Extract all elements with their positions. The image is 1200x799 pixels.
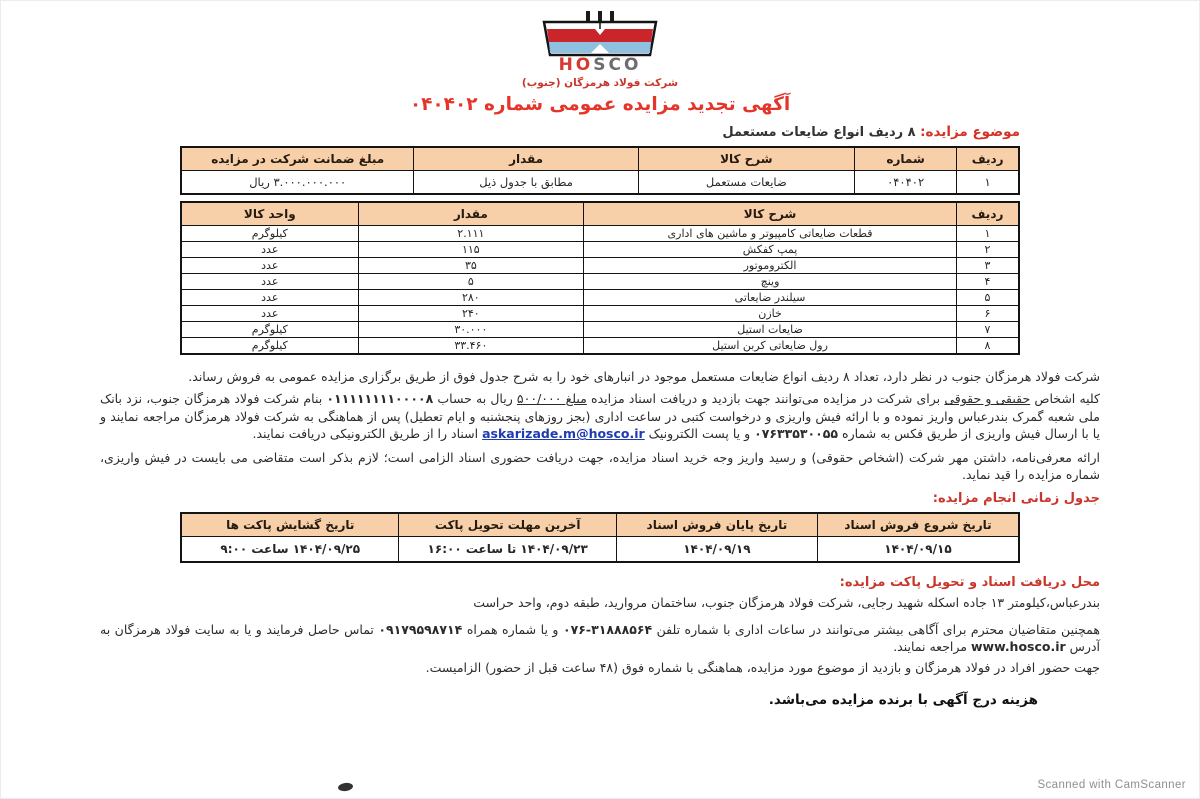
table-cell: عدد (181, 289, 358, 305)
column-header: مقدار (358, 202, 584, 226)
text-run: برای شرکت در مزایده می‌توانند جهت بازدید و دریافت اسناد مزایده (586, 391, 945, 407)
table-cell: ضایعات استیل (584, 321, 957, 337)
table-row (181, 225, 1019, 241)
table-cell: ۳۳.۴۶۰ (358, 337, 584, 354)
page-title: آگهی تجدید مزایده عمومی شماره ۰۴۰۴۰۲ (409, 93, 791, 115)
address-line: بندرعباس،کیلومتر ۱۳ جاده اسکله شهید رجایی، شرکت فولاد هرمزگان جنوب، ساختمان مروارید، طبقه دوم، واحد حراست (473, 594, 1100, 610)
table-cell: ۵ (956, 289, 1019, 305)
table-cell: ۱۴۰۴/۰۹/۱۵ (817, 536, 1019, 562)
table-cell: ۰۴۰۴۰۲ (854, 170, 956, 194)
table-cell: ۳۰.۰۰۰ (358, 321, 584, 337)
table-cell: ۲۸۰ (358, 289, 584, 305)
table-cell: کیلوگرم (181, 225, 358, 241)
auction-subject-line (100, 124, 1020, 140)
column-header: واحد کالا (181, 202, 358, 226)
company-name: شرکت فولاد هرمزگان (جنوب) (521, 76, 679, 89)
table-cell: ۱۱۵ (358, 241, 584, 257)
text-run: کلیه اشخاص (1030, 391, 1101, 407)
table-cell: مطابق با جدول ذیل (414, 170, 638, 194)
table-cell: ۱۴۰۴/۰۹/۲۳ تا ساعت ۱۶:۰۰ (399, 536, 616, 562)
table-row (181, 337, 1019, 354)
text-run: اسناد را از طریق الکترونیکی دریافت نمایند. (252, 426, 483, 442)
underlined-text: حقیقی و حقوقی (944, 391, 1031, 407)
table-cell: سیلندر ضایعاتی (584, 289, 957, 305)
bank-account-number: ۰۱۱۱۱۱۱۱۱۰۰۰۰۸ (326, 391, 434, 407)
subject-label: موضوع مزایده: (920, 123, 1020, 140)
hosco-logo-text: HOSCO (558, 55, 642, 75)
column-header: مقدار (414, 147, 638, 171)
table-cell: قطعات ضایعاتی کامپیوتر و ماشین های اداری (584, 225, 957, 241)
schedule-section-heading: جدول زمانی انجام مزایده: (932, 490, 1100, 506)
table-cell: رول ضایعاتی کربن استیل (584, 337, 957, 354)
header-row (181, 147, 1019, 171)
subject-text: ۸ ردیف انواع ضایعات مستعمل (722, 124, 921, 140)
text-run: همچنین متقاضیان محترم برای آگاهی بیشتر می‌توانند در ساعات اداری با شماره تلفن (652, 621, 1100, 637)
table-cell: ۲.۱۱۱ (358, 225, 584, 241)
table-row (181, 305, 1019, 321)
table-cell: عدد (181, 257, 358, 273)
column-header: تاریخ شروع فروش اسناد (817, 513, 1019, 537)
table-cell: وینچ (584, 273, 957, 289)
fax-number: ۰۷۶۳۳۵۳۰۰۵۵ (754, 426, 839, 442)
table-cell: ۱۴۰۴/۰۹/۲۵ ساعت ۹:۰۰ (181, 536, 399, 562)
location-section-heading: محل دریافت اسناد و تحویل پاکت مزایده: (839, 574, 1100, 590)
table-cell: عدد (181, 241, 358, 257)
table-cell: ۳۵ (358, 257, 584, 273)
table-cell: ۱ (956, 225, 1019, 241)
cost-note: هزینه درج آگهی با برنده مزایده می‌باشد. (768, 692, 1038, 709)
table-cell: ۶ (956, 305, 1019, 321)
table-row (181, 257, 1019, 273)
text-run: و یا پست الکترونیک (644, 426, 755, 442)
table-cell: ۲۴۰ (358, 305, 584, 321)
column-header: تاریخ پایان فروش اسناد (616, 513, 817, 537)
table-cell: ۸ (956, 337, 1019, 354)
table-cell: ضایعات مستعمل (638, 170, 854, 194)
table-row (181, 241, 1019, 257)
hosco-logo-icon (536, 10, 664, 57)
scan-artifact (338, 782, 354, 792)
table-cell: کیلوگرم (181, 337, 358, 354)
column-header: شرح کالا (638, 147, 854, 171)
column-header: آخرین مهلت تحویل پاکت (399, 513, 616, 537)
column-header: مبلغ ضمانت شرکت در مزایده (181, 147, 414, 171)
camscanner-watermark: Scanned with CamScanner (1037, 779, 1186, 791)
email-link[interactable]: askarizade.m@hosco.ir (482, 426, 645, 442)
table-cell: ۲ (956, 241, 1019, 257)
header-row (181, 202, 1019, 226)
table-cell: ۳ (956, 257, 1019, 273)
table-row (181, 170, 1019, 194)
payment-instructions-paragraph (100, 390, 1100, 443)
table-cell: خازن (584, 305, 957, 321)
table-cell: عدد (181, 305, 358, 321)
table-cell: کیلوگرم (181, 321, 358, 337)
column-header: شرح کالا (584, 202, 957, 226)
column-header: شماره (854, 147, 956, 171)
table-cell: ۷ (956, 321, 1019, 337)
text-run: ریال به حساب (433, 391, 517, 407)
table-row (181, 536, 1019, 562)
header-row (181, 513, 1019, 537)
auction-schedule-table (180, 512, 1020, 563)
table-cell: ۴ (956, 273, 1019, 289)
table-cell: ۵ (358, 273, 584, 289)
table-cell: عدد (181, 273, 358, 289)
document-header (100, 0, 1100, 89)
text-run: تماس حاصل فرمایند و یا به سایت فولاد هرمزگان به آدرس (100, 621, 1100, 655)
website-address: www.hosco.ir (970, 639, 1066, 655)
table-row (181, 289, 1019, 305)
contact-paragraph (100, 621, 1100, 656)
text-run: و یا شماره همراه (462, 621, 563, 637)
auction-items-table (180, 201, 1020, 355)
column-header: ردیف (957, 147, 1019, 171)
column-header: ردیف (956, 202, 1019, 226)
underlined-amount: مبلغ ۵۰۰/۰۰۰ (516, 391, 587, 407)
table-row (181, 321, 1019, 337)
requirements-paragraph: ارائه معرفی‌نامه، داشتن مهر شرکت (اشخاص حقوقی) و رسید واریز وجه خرید اسناد مزایده، جهت دریافت حضوری اسناد الزامی است؛ لازم بذکر است متقاضی می بایست در فیش واریزی، شماره مزایده را قید نماید. (100, 449, 1100, 483)
table-cell: ۳.۰۰۰.۰۰۰.۰۰۰ ریال (181, 170, 414, 194)
mobile-number: ۰۹۱۷۹۵۹۸۷۱۴ (378, 621, 463, 637)
table-row (181, 273, 1019, 289)
text-run: بنام شرکت فولاد هرمزگان جنوب، نزد بانک ملی شعبه گمرک بندرعباس واریز نموده و با ارائه فیش واریزی و درخواست کتبی در ساعت اداری (بجز روزهای پنجشنبه و ایام تعطیل) پس از هماهنگی به شرکت فولاد هرمزگان مراجعه نمایند و یا با ارسال فیش واریزی از طریق فکس به شماره (100, 391, 1100, 442)
visit-note-paragraph: جهت حضور افراد در فولاد هرمزگان و بازدید از موضوع مورد مزایده، هماهنگی با شماره فوق (۴۸ ساعت قبل از حضور) الزامیست. (425, 659, 1100, 675)
table-cell: ۱ (957, 170, 1019, 194)
intro-paragraph: شرکت فولاد هرمزگان جنوب در نظر دارد، تعداد ۸ ردیف انواع ضایعات مستعمل موجود در انبارهای خود را به شرح جدول فوق از طریق برگزاری مزایده عمومی به فروش رساند. (188, 368, 1100, 384)
table-cell: پمپ کفکش (584, 241, 957, 257)
auction-summary-table (180, 146, 1020, 195)
text-run: مراجعه نمایند. (893, 639, 971, 655)
phone-number: ۳۱۸۸۸۵۶۴-۰۷۶ (562, 621, 653, 637)
column-header: تاریخ گشایش پاکت ها (181, 513, 399, 537)
table-cell: ۱۴۰۴/۰۹/۱۹ (616, 536, 817, 562)
table-cell: الکتروموتور (584, 257, 957, 273)
